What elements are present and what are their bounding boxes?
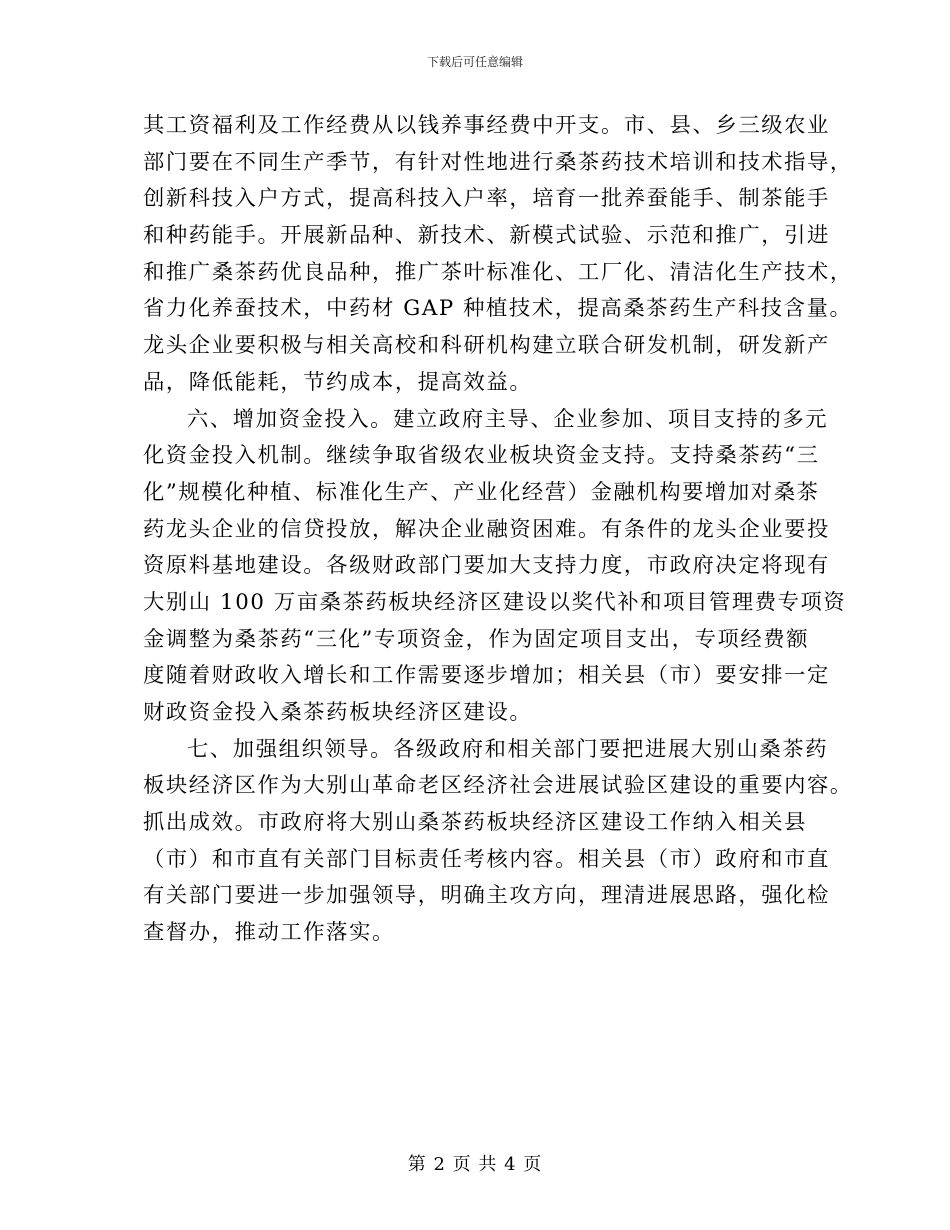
text-line: 药龙头企业的信贷投放，解决企业融资困难。有条件的龙头企业要投 <box>143 516 830 542</box>
paragraph-seven-heading-line: 七、加强组织领导。各级政府和相关部门要把进展大别山桑茶药 <box>187 736 829 762</box>
text-line: 财政资金投入桑茶药板块经济区建设。 <box>143 700 533 725</box>
text-line: 度随着财政收入增长和工作需要逐步增加；相关县（市）要安排一定 <box>143 663 830 689</box>
text-line: 板块经济区作为大别山革命老区经济社会进展试验区建设的重要内容。 <box>143 773 853 799</box>
text-line: 其工资福利及工作经费从以钱养事经费中开支。市、县、乡三级农业 <box>143 113 830 138</box>
text-line: 资原料基地建设。各级财政部门要加大支持力度，市政府决定将现有 <box>143 553 830 579</box>
text-line: 查督办，推动工作落实。 <box>143 920 395 946</box>
text-line: 抓出成效。市政府将大别山桑茶药板块经济区建设工作纳入相关县 <box>143 810 808 836</box>
page-header-note: 下载后可任意编辑 <box>426 55 523 69</box>
text-line: 和种药能手。开展新品种、新技术、新模式试验、示范和推广，引进 <box>143 223 830 249</box>
text-line: 品，降低能耗，节约成本，提高效益。 <box>143 369 533 395</box>
text-line: 创新科技入户方式，提高科技入户率，培育一批养蚕能手、制茶能手 <box>143 186 830 212</box>
text-line: 龙头企业要积极与相关高校和科研机构建立联合研发机制，研发新产 <box>143 333 830 359</box>
text-line: 化资金投入机制。继续争取省级农业板块资金支持。支持桑茶药“三 <box>143 443 820 469</box>
text-line: 有关部门要进一步加强领导，明确主攻方向，理清进展思路，强化检 <box>143 883 830 909</box>
text-line: 金调整为桑茶药“三化”专项资金，作为固定项目支出，专项经费额 <box>143 626 810 652</box>
text-line: 化”规模化种植、标准化生产、产业化经营）金融机构要增加对桑茶 <box>143 479 820 505</box>
text-line: 省力化养蚕技术，中药材 GAP 种植技术，提高桑茶药生产科技含量。 <box>143 296 853 322</box>
paragraph-six-heading-line: 六、增加资金投入。建立政府主导、企业参加、项目支持的多元 <box>187 406 829 432</box>
text-line: 大别山 100 万亩桑茶药板块经济区建设以奖代补和项目管理费专项资 <box>143 589 847 615</box>
text-line: 和推广桑茶药优良品种，推广茶叶标准化、工厂化、清洁化生产技术， <box>143 259 853 285</box>
page-number-footer: 第 2 页 共 4 页 <box>407 1154 543 1175</box>
text-line: 部门要在不同生产季节，有针对性地进行桑茶药技术培训和技术指导， <box>143 149 853 175</box>
text-line: （市）和市直有关部门目标责任考核内容。相关县（市）政府和市直 <box>143 846 830 872</box>
document-body <box>143 108 853 952</box>
